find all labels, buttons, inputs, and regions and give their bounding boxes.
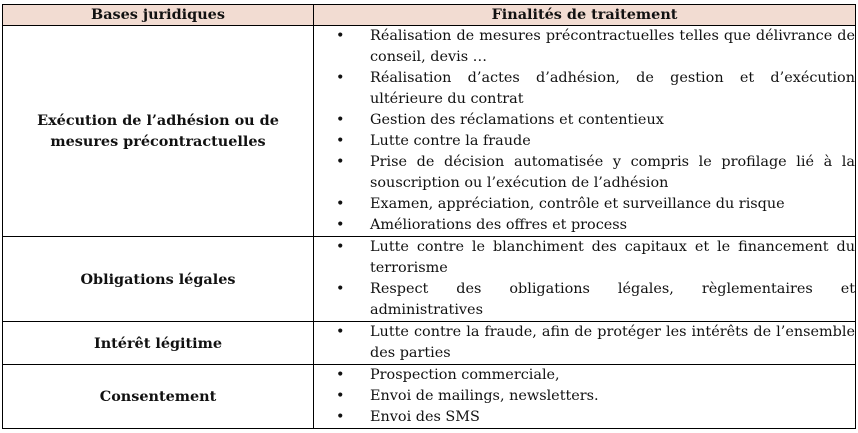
list-item: • Lutte contre le blanchiment des capitaux et le financement du terrorisme <box>314 237 855 279</box>
list-item: • Envoi de mailings, newsletters. <box>314 386 855 407</box>
list-item: • Envoi des SMS <box>314 407 855 428</box>
purposes-list <box>314 322 855 364</box>
list-item: • Examen, appréciation, contrôle et surveillance du risque <box>314 194 855 215</box>
table-row-interet <box>3 322 856 365</box>
table-row-consentement <box>3 365 856 429</box>
list-item: • Réalisation de mesures précontractuelles telles que délivrance de conseil, devis … <box>314 26 855 68</box>
list-item: • Respect des obligations légales, règlementaires et administratives <box>314 279 855 321</box>
list-item: • Gestion des réclamations et contentieux <box>314 110 855 131</box>
purposes-list <box>314 365 855 428</box>
list-item: • Lutte contre la fraude, afin de protéger les intérêts de l’ensemble des parties <box>314 322 855 364</box>
legal-basis-cell: Intérêt légitime <box>3 322 314 365</box>
purposes-cell <box>314 26 856 237</box>
header-bases-juridiques: Bases juridiques <box>3 5 314 26</box>
table-row-obligations <box>3 237 856 322</box>
purposes-cell <box>314 237 856 322</box>
legal-bases-table <box>2 4 856 429</box>
list-item: • Améliorations des offres et process <box>314 215 855 236</box>
table-row-execution <box>3 26 856 237</box>
list-item: • Prospection commerciale, <box>314 365 855 386</box>
legal-basis-cell: Consentement <box>3 365 314 429</box>
list-item: • Lutte contre la fraude <box>314 131 855 152</box>
purposes-list <box>314 237 855 321</box>
table-header-row <box>3 5 856 26</box>
purposes-cell <box>314 322 856 365</box>
purposes-cell <box>314 365 856 429</box>
list-item: • Réalisation d’actes d’adhésion, de gestion et d’exécution ultérieure du contrat <box>314 68 855 110</box>
purposes-list <box>314 26 855 236</box>
list-item: • Prise de décision automatisée y compris le profilage lié à la souscription ou l’exécution de l’adhésion <box>314 152 855 194</box>
legal-basis-cell: Obligations légales <box>3 237 314 322</box>
header-finalites-traitement: Finalités de traitement <box>314 5 856 26</box>
legal-basis-cell: Exécution de l’adhésion ou de mesures précontractuelles <box>3 26 314 237</box>
